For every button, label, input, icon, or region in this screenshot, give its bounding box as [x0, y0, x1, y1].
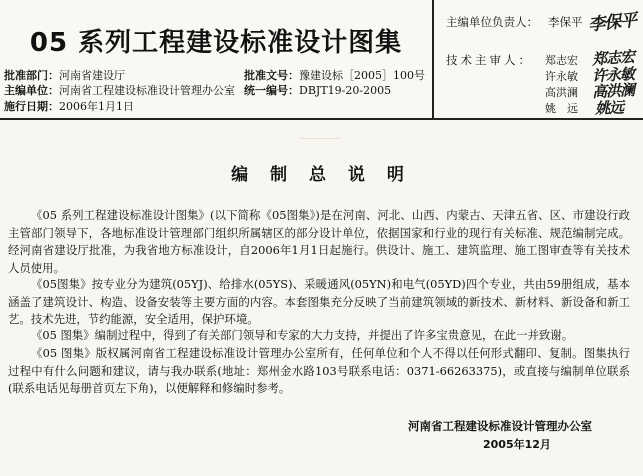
effective-date-line: [4, 98, 134, 114]
signature-organization: 河南省工程建设标准设计管理办公室: [408, 419, 592, 433]
reviewer-name: 许永敏: [545, 70, 578, 83]
reviewer-signature: 许永敏: [591, 64, 635, 86]
editor-unit-label: 主编单位：: [4, 84, 59, 97]
reviewer-signature: 郑志宏: [591, 47, 635, 69]
section-title: 编 制 总 说 明: [231, 165, 412, 185]
effective-date-value: 2006年1月1日: [59, 100, 134, 113]
atlas-title: 05 系列工程建设标准设计图集: [29, 28, 403, 58]
reviewer-label: 技术主审人：: [446, 53, 533, 67]
paragraph: 《05 系列工程建设标准设计图集》(以下简称《05图集》)是在河南、河北、山西、内蒙古、天津五省、区、市建设行政主管部门领导下，各地标准设计管理部门组织所属辖区的部分设计单位，依据国家和行业的现行有关标准、规范编制完成。经河南省建设厅批准，为我省地方标准设计，自2006年1月1日起施行。供设计、施工、建筑监理、施工图审查等有关技术人员使用。: [8, 208, 630, 275]
reviewer-name: 姚 远: [545, 102, 578, 115]
signature-date: 2005年12月: [483, 438, 551, 451]
responsible-signature: 李保平: [587, 10, 638, 36]
approval-dept-label: 批准部门：: [4, 69, 59, 82]
unified-no-label: 统一编号：: [244, 84, 299, 97]
unified-no-value: DBJT19-20-2005: [299, 84, 392, 97]
reviewer-name: 高洪澜: [545, 86, 578, 99]
editor-unit-value: 河南省工程建设标准设计管理办公室: [59, 84, 235, 97]
decorative-mark: [300, 138, 340, 149]
reviewer-signature: 高洪澜: [591, 80, 635, 102]
reviewer-signature: 姚远: [594, 98, 624, 118]
header-divider: [432, 0, 434, 118]
approval-dept-line: [4, 67, 125, 83]
reviewer-name: 郑志宏: [545, 54, 578, 67]
responsible-name: 李保平: [548, 15, 583, 29]
header-block: [0, 0, 643, 120]
approval-dept-value: 河南省建设厅: [59, 69, 125, 82]
approval-doc-line: [244, 67, 425, 83]
approval-doc-value: 豫建设标［2005］100号: [299, 69, 425, 82]
editor-unit-line: [4, 82, 235, 98]
paragraph: 《05 图集》版权属河南省工程建设标准设计管理办公室所有，任何单位和个人不得以任何形式翻印、复制。图集执行过程中有什么问题和建议，请与我办联系(地址：郑州金水路103号联系电话：0371-66263375)，或直接与编制单位联系(联系电话见每册首页左下角)，以便解释和修编时参考。: [8, 346, 630, 395]
responsible-label: 主编单位负责人：: [446, 15, 538, 29]
unified-no-line: [244, 82, 391, 98]
effective-date-label: 施行日期：: [4, 100, 59, 113]
approval-doc-label: 批准文号：: [244, 69, 299, 82]
paragraph: 《05 图集》编制过程中，得到了有关部门领导和专家的大力支持，并提出了许多宝贵意见，在此一并致谢。: [31, 328, 574, 342]
paragraph: 《05图集》按专业分为建筑(05YJ)、给排水(05YS)、采暖通风(05YN)和电气(05YD)四个专业，共由59册组成，基本涵盖了建筑设计、构造、设备安装等主要方面的内容。本套图集充分反映了当前建筑领域的新技术、新材料、新设备和新工艺。技术先进，节约能源，安全适用，保护环境。: [8, 277, 630, 326]
